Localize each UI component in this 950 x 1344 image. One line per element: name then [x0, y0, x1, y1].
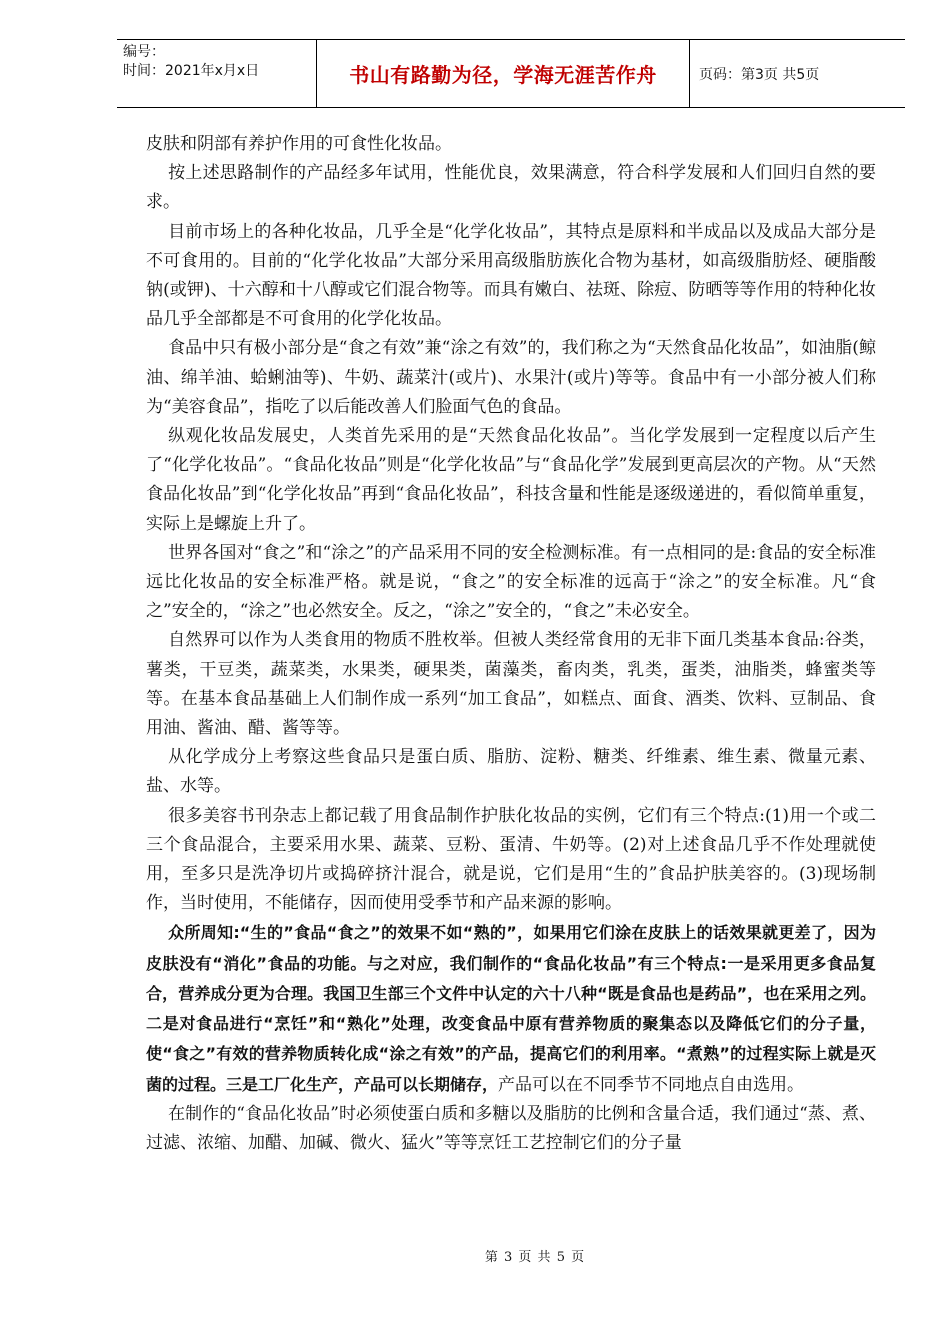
regular-text: 产品可以在不同季节不同地点自由选用。 [498, 1074, 805, 1095]
paragraph: 目前市场上的各种化妆品，几乎全是“化学化妆品”，其特点是原料和半成品以及成品大部分是不可食用的。目前的“化学化妆品”大部分采用高级脂肪族化合物为基材，如高级脂肪烃、硬脂酸钠(或钾)、十六醇和十八醇或它们混合物等。而具有嫩白、祛斑、除痘、防晒等等作用的特种化妆品几乎全部都是不可食用的化学化妆品。 [146, 221, 876, 330]
paragraph: 纵观化妆品发展史，人类首先采用的是“天然食品化妆品”。当化学发展到一定程度以后产生了“化学化妆品”。“食品化妆品”则是“化学化妆品”与“食品化学”发展到更高层次的产物。从“天然食品化妆品”到“化学化妆品”再到“食品化妆品”，科技含量和性能是逐级递进的，看似简单重复，实际上是螺旋上升了。 [146, 426, 876, 534]
paragraph: 食品中只有极小部分是“食之有效”兼“涂之有效”的，我们称之为“天然食品化妆品”，如油脂(鲸油、绵羊油、蛤蜊油等)、牛奶、蔬菜汁(或片)、水果汁(或片)等等。食品中有一小部分被人们称为“美容食品”，指吃了以后能改善人们脸面气色的食品。 [146, 338, 876, 417]
paragraph: 从化学成分上考察这些食品只是蛋白质、脂肪、淀粉、糖类、纤维素、维生素、微量元素、盐、水等。 [146, 747, 876, 797]
header-meta [117, 40, 316, 107]
page-footer: 第 3 页 共 5 页 [484, 1250, 586, 1265]
header-page-info: 页码：第3页 共5页 [699, 66, 820, 83]
document-body [146, 130, 876, 1158]
paragraph: 自然界可以作为人类食用的物质不胜枚举。但被人类经常食用的无非下面几类基本食品:谷类，薯类，干豆类，蔬菜类，水果类，硬果类，菌藻类，畜肉类，乳类，蛋类，油脂类，蜂蜜类等等。在基本食品基础上人们制作成一系列“加工食品”，如糕点、面食、酒类、饮料、豆制品、食用油、酱油、醋、酱等等。 [146, 630, 876, 739]
paragraph: 世界各国对“食之”和“涂之”的产品采用不同的安全检测标准。有一点相同的是:食品的安全标准远比化妆品的安全标准严格。就是说，“食之”的安全标准的远高于“涂之”的安全标准。凡“食之”安全的，“涂之”也必然安全。反之，“涂之”安全的，“食之”未必安全。 [146, 542, 876, 622]
bold-text: 众所周知:“生的”食品“食之”的效果不如“熟的”，如果用它们涂在皮肤上的话效果就更差了，因为皮肤没有“消化”食品的功能。与之对应，我们制作的“食品化妆品”有三个特点:一是采用更多食品复合，营养成分更为合理。我国卫生部三个文件中认定的六十八种“既是食品也是药品”，也在采用之列。二是对食品进行“烹饪”和“熟化”处理，改变食品中原有营养物质的聚集态以及降低它们的分子量，使“食之”有效的营养物质转化成“涂之有效”的产品，提高它们的利用率。“煮熟”的过程实际上就是灭菌的过程。三是工厂化生产，产品可以长期储存， [146, 923, 876, 1094]
paragraph: 皮肤和阴部有养护作用的可食性化妆品。 [146, 134, 452, 154]
header-motto: 书山有路勤为径，学海无涯苦作舟 [316, 40, 690, 107]
paragraph-mixed [146, 918, 876, 1099]
paragraph: 在制作的“食品化妆品”时必须使蛋白质和多糖以及脂肪的比例和含量合适，我们通过“蒸、煮、过滤、浓缩、加醋、加碱、微火、猛火”等等烹饪工艺控制它们的分子量 [146, 1103, 876, 1153]
page-header [117, 39, 905, 108]
paragraph: 按上述思路制作的产品经多年试用，性能优良，效果满意，符合科学发展和人们回归自然的要求。 [146, 163, 876, 213]
paragraph: 很多美容书刊杂志上都记载了用食品制作护肤化妆品的实例，它们有三个特点:(1)用一个或二三个食品混合，主要采用水果、蔬菜、豆粉、蛋清、牛奶等。(2)对上述食品几乎不作处理就使用，至多只是洗净切片或捣碎挤汁混合，就是说，它们是用“生的”食品护肤美容的。(3)现场制作，当时使用，不能储存，因而使用受季节和产品来源的影响。 [146, 805, 876, 914]
code-label: 编号： [123, 44, 165, 60]
time-label: 时间：2021年x月x日 [123, 63, 260, 79]
